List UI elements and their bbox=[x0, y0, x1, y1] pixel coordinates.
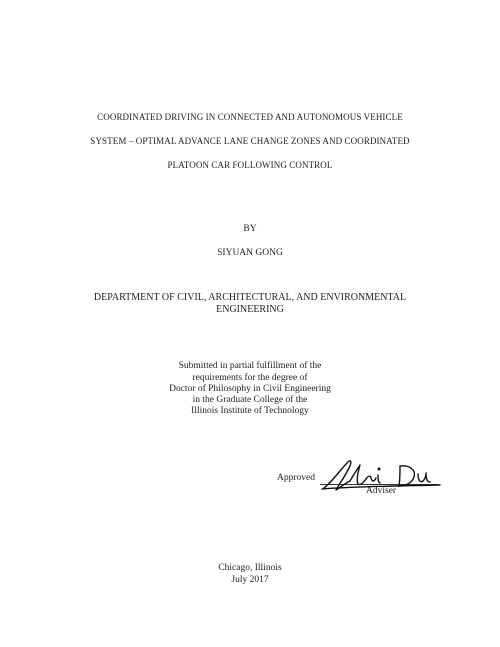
department-line-1: DEPARTMENT OF CIVIL, ARCHITECTURAL, AND ENVIRONMENTAL bbox=[93, 292, 407, 303]
adviser-signature bbox=[318, 456, 444, 496]
author-name: SIYUAN GONG bbox=[217, 248, 283, 258]
approved-label: Approved bbox=[277, 473, 315, 483]
title-line-1: COORDINATED DRIVING IN CONNECTED AND AUTONOMOUS VEHICLE bbox=[97, 112, 403, 122]
place: Chicago, Illinois bbox=[218, 563, 282, 573]
submission-line-4: in the Graduate College of the bbox=[192, 395, 308, 405]
by-label: BY bbox=[243, 224, 257, 234]
signature-line bbox=[320, 484, 438, 485]
adviser-label: Adviser bbox=[366, 486, 397, 496]
submission-line-3: Doctor of Philosophy in Civil Engineering bbox=[169, 384, 331, 394]
title-line-2: SYSTEM – OPTIMAL ADVANCE LANE CHANGE ZONES AND COORDINATED bbox=[90, 136, 410, 146]
submission-line-1: Submitted in partial fulfillment of the bbox=[178, 361, 322, 371]
department-line-2: ENGINEERING bbox=[216, 304, 284, 315]
submission-line-2: requirements for the degree of bbox=[192, 373, 308, 383]
date: July 2017 bbox=[231, 575, 269, 585]
submission-line-5: Illinois Institute of Technology bbox=[191, 406, 309, 416]
title-line-3: PLATOON CAR FOLLOWING CONTROL bbox=[167, 160, 333, 170]
